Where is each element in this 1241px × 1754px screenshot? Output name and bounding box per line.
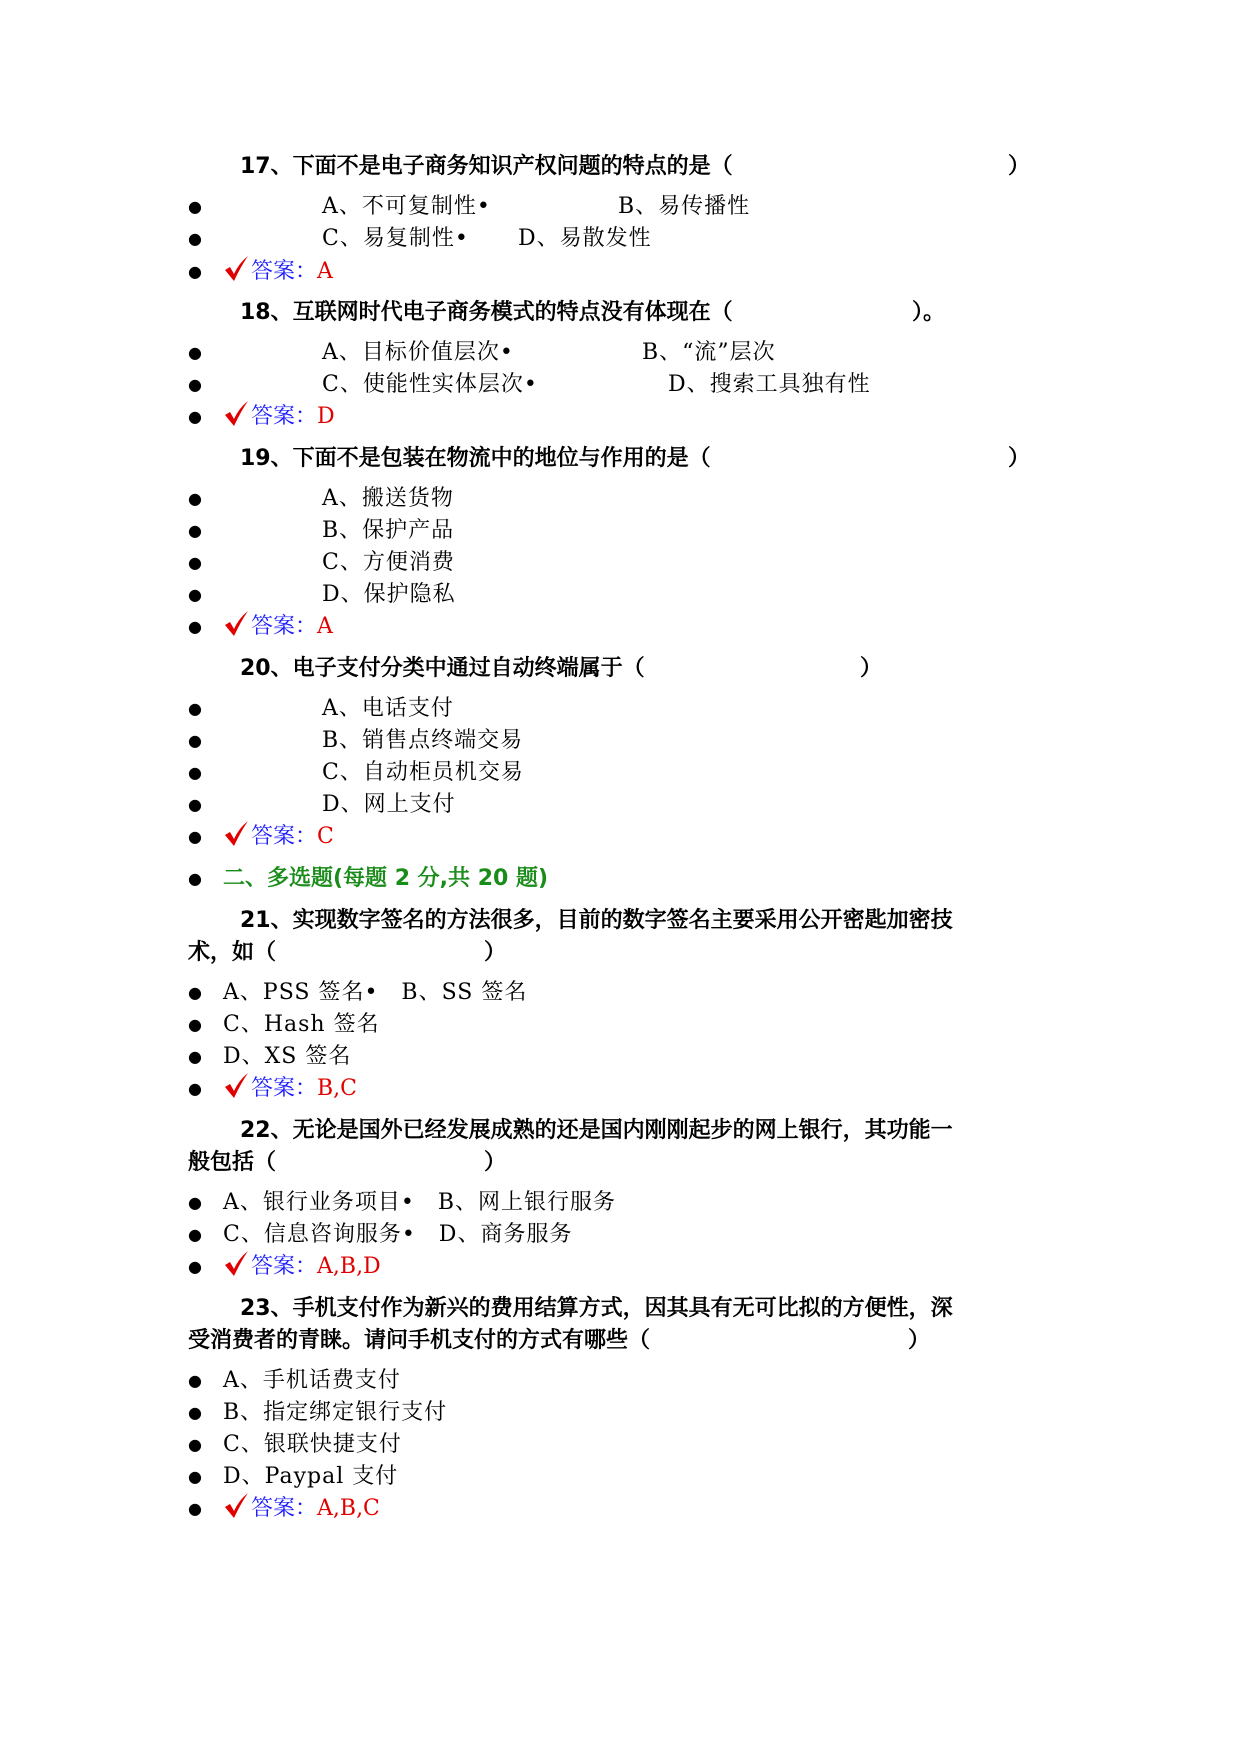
- check-mark-icon: [223, 820, 249, 848]
- option-row: [0, 578, 1241, 612]
- option-row: [0, 546, 1241, 580]
- question-18-title: 18、互联网时代电子商务模式的特点没有体现在（: [240, 300, 733, 325]
- question-21-close-paren: ）: [484, 940, 507, 965]
- answer-row: [0, 1072, 1241, 1106]
- answer-row: [0, 1250, 1241, 1284]
- check-mark-icon: [223, 1072, 249, 1100]
- option-d: D、保护隐私: [322, 582, 456, 607]
- question-22-row: [0, 1114, 1241, 1148]
- answer-label: 答案：: [251, 404, 318, 429]
- option-row: [0, 482, 1241, 516]
- question-19-close-paren: ）: [1008, 446, 1031, 471]
- bullet-dot-icon: ●: [188, 521, 202, 540]
- option-ab: A、银行业务项目• B、网上银行服务: [223, 1190, 617, 1215]
- option-d: D、搜索工具独有性: [668, 372, 871, 397]
- bullet-dot-icon: ●: [188, 1047, 202, 1066]
- section-heading: 二、多选题(每题 2 分,共 20 题): [223, 866, 549, 891]
- option-c: C、使能性实体层次•: [322, 372, 538, 397]
- option-ab: A、PSS 签名• B、SS 签名: [223, 980, 528, 1005]
- bullet-dot-icon: ●: [188, 585, 202, 604]
- question-21-title-line1: 21、实现数字签名的方法很多，目前的数字签名主要采用公开密匙加密技: [240, 908, 953, 933]
- bullet-dot-icon: ●: [188, 1499, 202, 1518]
- answer: [223, 820, 334, 854]
- option-row: [0, 1460, 1241, 1494]
- bullet-dot-icon: ●: [188, 262, 202, 281]
- question-18-close-paren: ）。: [912, 300, 946, 325]
- bullet-dot-icon: ●: [188, 617, 202, 636]
- check-mark-icon: [223, 400, 249, 428]
- question-17-title: 17、下面不是电子商务知识产权问题的特点的是（: [240, 154, 733, 179]
- option-c: C、银联快捷支付: [223, 1432, 402, 1457]
- question-23-title-line2: 受消费者的青睐。请问手机支付的方式有哪些（: [188, 1328, 651, 1353]
- option-b: B、易传播性: [618, 194, 751, 219]
- answer-value: C: [317, 824, 334, 849]
- option-d: D、易散发性: [518, 226, 652, 251]
- question-23-row: [0, 1292, 1241, 1326]
- question-19-title: 19、下面不是包装在物流中的地位与作用的是（: [240, 446, 711, 471]
- bullet-dot-icon: ●: [188, 553, 202, 572]
- option-a: A、不可复制性•: [322, 194, 491, 219]
- option-b: B、保护产品: [322, 518, 455, 543]
- bullet-dot-icon: ●: [188, 1079, 202, 1098]
- answer: [223, 610, 333, 644]
- bullet-dot-icon: ●: [188, 827, 202, 846]
- option-c: C、Hash 签名: [223, 1012, 380, 1037]
- bullet-dot-icon: ●: [188, 1225, 202, 1244]
- question-20-row: [0, 652, 1241, 686]
- bullet-dot-icon: ●: [188, 983, 202, 1002]
- answer-label: 答案：: [251, 614, 318, 639]
- answer: [223, 1072, 357, 1106]
- option-row: [0, 1428, 1241, 1462]
- answer-label: 答案：: [251, 1496, 318, 1521]
- option-cd: C、信息咨询服务• D、商务服务: [223, 1222, 573, 1247]
- option-row: [0, 1008, 1241, 1042]
- option-row: [0, 1218, 1241, 1252]
- option-a: A、电话支付: [322, 696, 454, 721]
- bullet-dot-icon: ●: [188, 1467, 202, 1486]
- option-a: A、目标价值层次•: [322, 340, 514, 365]
- answer: [223, 400, 335, 434]
- question-19-row: [0, 442, 1241, 476]
- bullet-dot-icon: ●: [188, 731, 202, 750]
- option-row: [0, 692, 1241, 726]
- bullet-dot-icon: ●: [188, 1015, 202, 1034]
- answer-label: 答案：: [251, 1076, 318, 1101]
- answer-value: A,B,C: [317, 1496, 380, 1521]
- question-21-title-line2: 术，如（: [188, 940, 277, 965]
- option-b: B、销售点终端交易: [322, 728, 524, 753]
- bullet-dot-icon: ●: [188, 699, 202, 718]
- answer-label: 答案：: [251, 259, 318, 284]
- answer-label: 答案：: [251, 824, 318, 849]
- bullet-dot-icon: ●: [188, 1403, 202, 1422]
- option-row: [0, 336, 1241, 370]
- answer-label: 答案：: [251, 1254, 318, 1279]
- option-row: [0, 1040, 1241, 1074]
- answer: [223, 1492, 380, 1526]
- option-row: [0, 1364, 1241, 1398]
- answer-value: D: [317, 404, 335, 429]
- question-23-close-paren: ）: [908, 1328, 931, 1353]
- answer-value: A: [317, 259, 333, 284]
- answer-row: [0, 820, 1241, 854]
- question-23-title-line1: 23、手机支付作为新兴的费用结算方式，因其具有无可比拟的方便性，深: [240, 1296, 953, 1321]
- bullet-dot-icon: ●: [188, 869, 202, 888]
- option-c: C、方便消费: [322, 550, 455, 575]
- option-row: [0, 724, 1241, 758]
- answer-value: A,B,D: [317, 1254, 381, 1279]
- bullet-dot-icon: ●: [188, 1371, 202, 1390]
- option-d: D、网上支付: [322, 792, 456, 817]
- option-a: A、搬送货物: [322, 486, 454, 511]
- bullet-dot-icon: ●: [188, 795, 202, 814]
- question-18-row: [0, 296, 1241, 330]
- bullet-dot-icon: ●: [188, 489, 202, 508]
- bullet-dot-icon: ●: [188, 375, 202, 394]
- option-row: [0, 222, 1241, 256]
- answer-value: B,C: [317, 1076, 358, 1101]
- option-row: [0, 1186, 1241, 1220]
- check-mark-icon: [223, 1250, 249, 1278]
- option-c: C、易复制性•: [322, 226, 469, 251]
- bullet-dot-icon: ●: [188, 229, 202, 248]
- bullet-dot-icon: ●: [188, 197, 202, 216]
- question-21-row: [0, 936, 1241, 970]
- question-20-close-paren: ）: [860, 656, 883, 681]
- question-22-title-line1: 22、无论是国外已经发展成熟的还是国内刚刚起步的网上银行，其功能一: [240, 1118, 953, 1143]
- option-c: C、自动柜员机交易: [322, 760, 524, 785]
- question-20-title: 20、电子支付分类中通过自动终端属于（: [240, 656, 645, 681]
- answer-value: A: [317, 614, 333, 639]
- option-d: D、Paypal 支付: [223, 1464, 399, 1489]
- option-row: [0, 976, 1241, 1010]
- option-row: [0, 756, 1241, 790]
- bullet-dot-icon: ●: [188, 763, 202, 782]
- question-21-row: [0, 904, 1241, 938]
- answer-row: [0, 610, 1241, 644]
- answer: [223, 1250, 381, 1284]
- option-row: [0, 1396, 1241, 1430]
- question-17-close-paren: ）: [1008, 154, 1031, 179]
- option-a: A、手机话费支付: [223, 1368, 401, 1393]
- question-22-row: [0, 1146, 1241, 1180]
- option-b: B、“流”层次: [642, 340, 776, 365]
- bullet-dot-icon: ●: [188, 343, 202, 362]
- check-mark-icon: [223, 1492, 249, 1520]
- answer-row: [0, 400, 1241, 434]
- bullet-dot-icon: ●: [188, 1435, 202, 1454]
- check-mark-icon: [223, 610, 249, 638]
- question-22-title-line2: 般包括（: [188, 1150, 277, 1175]
- option-row: [0, 190, 1241, 224]
- check-mark-icon: [223, 255, 249, 283]
- question-23-row: [0, 1324, 1241, 1358]
- answer-row: [0, 1492, 1241, 1526]
- option-row: [0, 514, 1241, 548]
- bullet-dot-icon: ●: [188, 407, 202, 426]
- answer-row: [0, 255, 1241, 289]
- option-b: B、指定绑定银行支付: [223, 1400, 448, 1425]
- question-22-close-paren: ）: [484, 1150, 507, 1175]
- bullet-dot-icon: ●: [188, 1257, 202, 1276]
- section-heading-row: [0, 862, 1241, 896]
- question-17-row: [0, 150, 1241, 184]
- answer: [223, 255, 333, 289]
- option-row: [0, 788, 1241, 822]
- option-d: D、XS 签名: [223, 1044, 352, 1069]
- bullet-dot-icon: ●: [188, 1193, 202, 1212]
- option-row: [0, 368, 1241, 402]
